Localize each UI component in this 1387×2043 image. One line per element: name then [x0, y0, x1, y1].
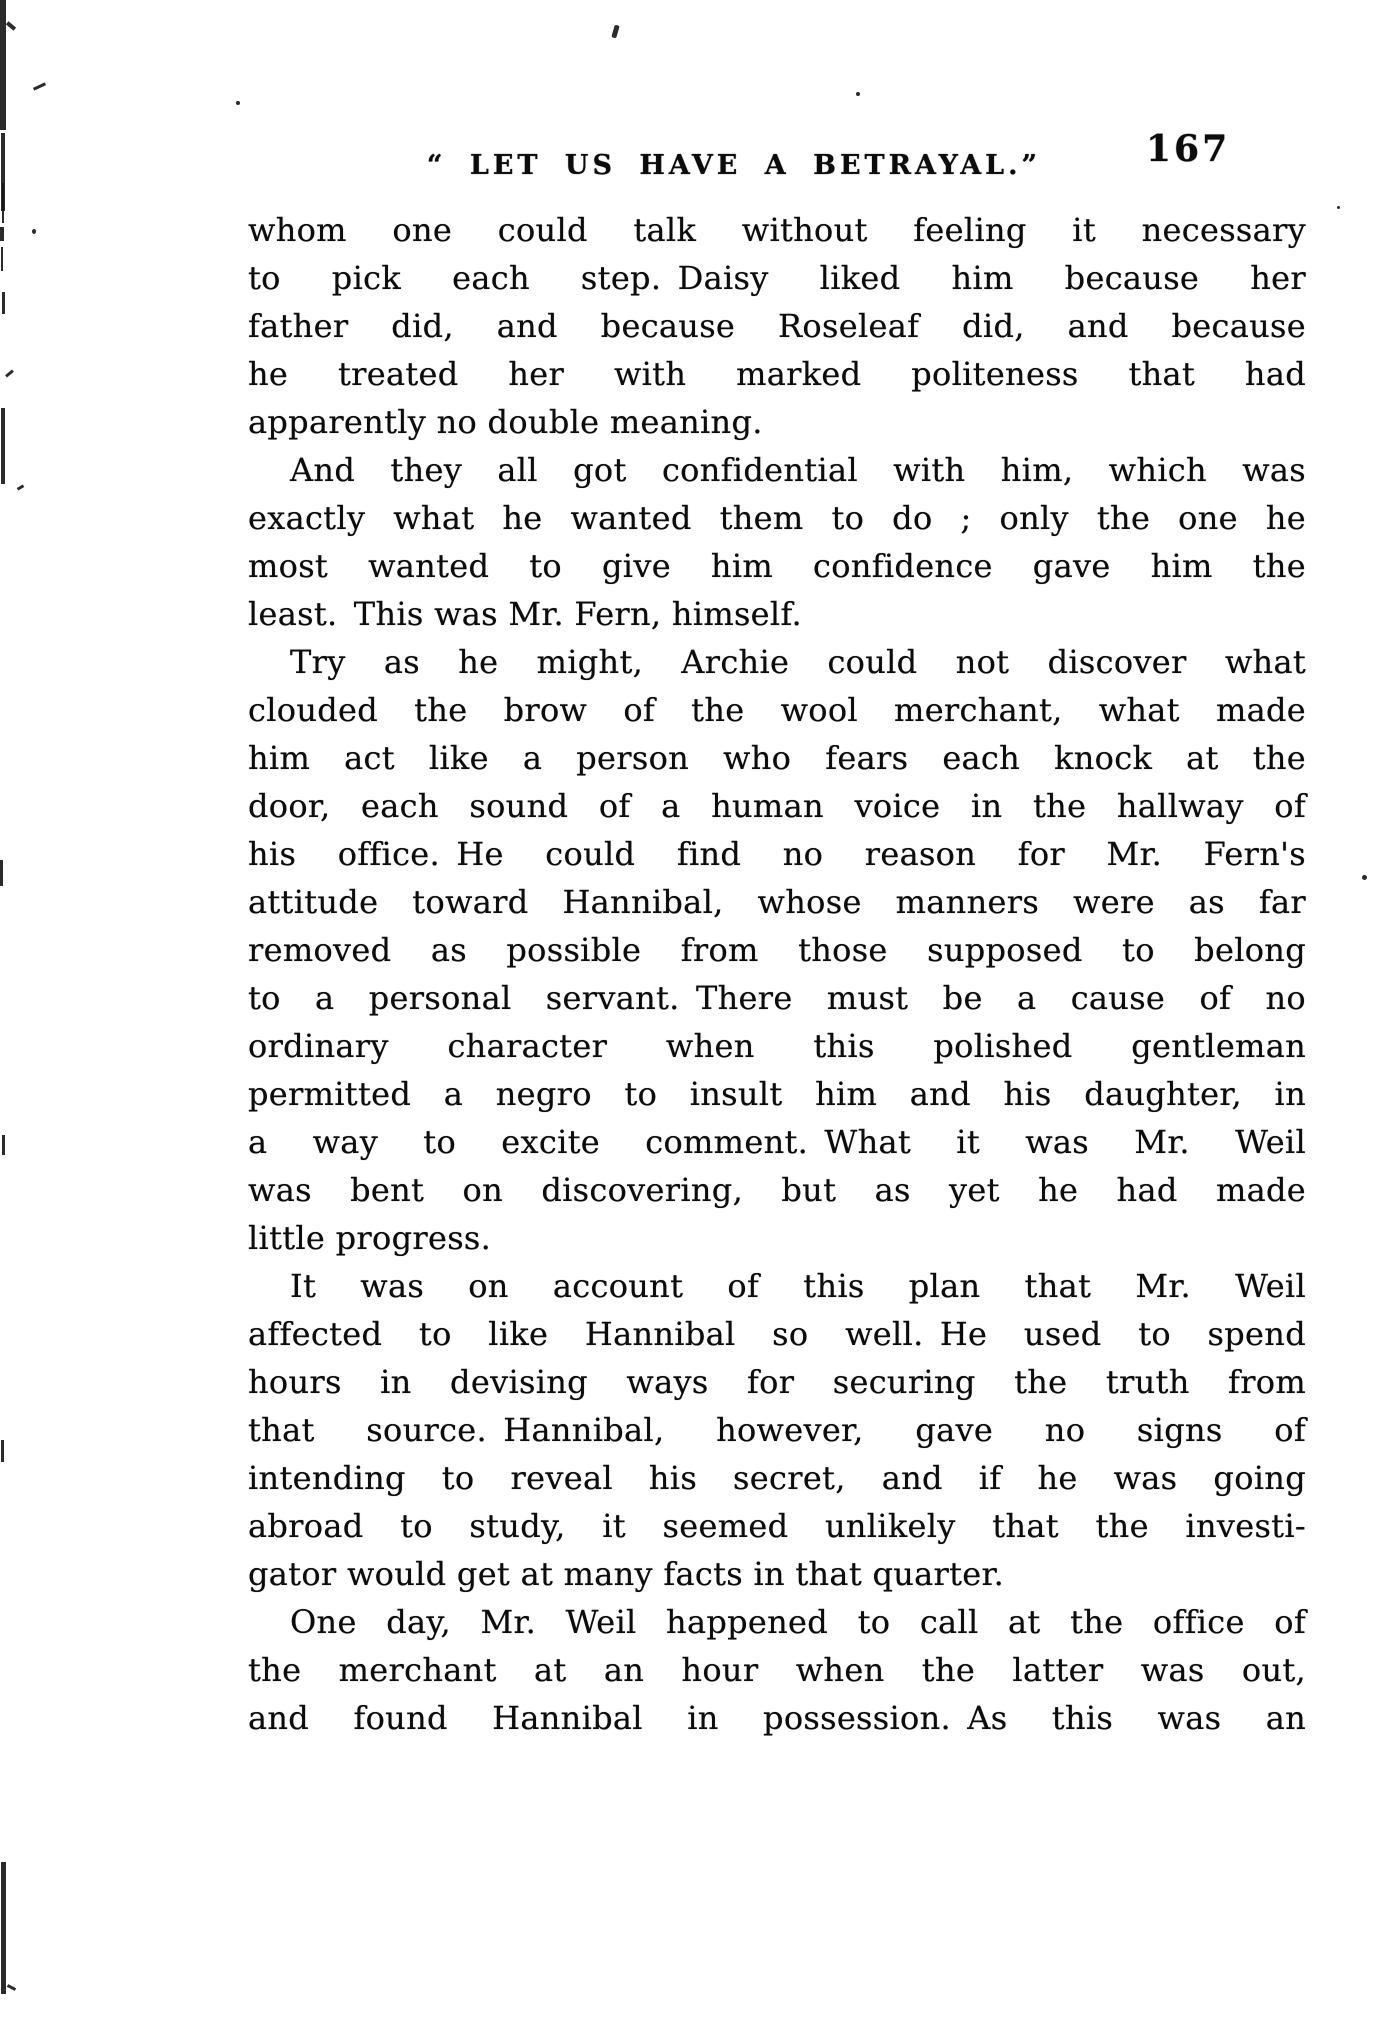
text-line: was bent on discovering, but as yet he had made: [248, 1171, 1306, 1209]
scan-artifact: [236, 101, 240, 105]
text-line: hours in devising ways for securing the truth from: [248, 1363, 1306, 1401]
scan-artifact: [33, 82, 46, 90]
text-line: gator would get at many facts in that quarter.: [248, 1555, 1005, 1593]
text-line: abroad to study, it seemed unlikely that the investi-: [248, 1507, 1306, 1545]
text-line: and found Hannibal in possession. As this was an: [248, 1699, 1306, 1737]
text-line: least. This was Mr. Fern, himself.: [248, 595, 802, 633]
text-line: his office. He could find no reason for Mr. Fern's: [248, 835, 1306, 873]
page-body: [248, 206, 1306, 1742]
text-line: father did, and because Roseleaf did, and because: [248, 307, 1306, 345]
scan-artifact: [2, 183, 4, 223]
running-title: “ LET US HAVE A BETRAYAL.”: [426, 150, 1042, 181]
text-line: permitted a negro to insult him and his daughter, in: [248, 1075, 1306, 1113]
text-line: It was on account of this plan that Mr. Weil: [290, 1267, 1306, 1305]
scan-artifact: [1337, 206, 1340, 209]
text-line: attitude toward Hannibal, whose manners were as far: [248, 883, 1306, 921]
scan-artifact: [1, 408, 5, 484]
text-line: apparently no double meaning.: [248, 403, 763, 441]
scan-artifact: [1362, 875, 1367, 880]
scan-artifact: [7, 1984, 16, 1991]
scan-artifact: [0, 0, 6, 130]
text-line: whom one could talk without feeling it necessary: [248, 211, 1306, 249]
text-line: a way to excite comment. What it was Mr. Weil: [248, 1123, 1306, 1161]
paragraph: [248, 206, 1306, 446]
text-line: exactly what he wanted them to do ; only the one he: [248, 499, 1306, 537]
text-line: little progress.: [248, 1219, 492, 1257]
scan-artifact: [32, 229, 36, 234]
text-line: And they all got confidential with him, which was: [290, 451, 1306, 489]
scan-artifact: [611, 25, 619, 39]
text-line: him act like a person who fears each knock at the: [248, 739, 1306, 777]
text-line: intending to reveal his secret, and if he was going: [248, 1459, 1306, 1497]
text-line: clouded the brow of the wool merchant, what made: [248, 691, 1306, 729]
paragraph: [248, 1262, 1306, 1598]
scan-artifact: [6, 21, 16, 30]
page-number: 167: [1146, 128, 1231, 170]
text-line: he treated her with marked politeness that had: [248, 355, 1306, 393]
text-line: removed as possible from those supposed to belong: [248, 931, 1306, 969]
text-line: door, each sound of a human voice in the hallway of: [248, 787, 1306, 825]
text-line: One day, Mr. Weil happened to call at the office of: [290, 1603, 1306, 1641]
scan-artifact: [5, 369, 14, 377]
paragraph: [248, 446, 1306, 638]
text-line: ordinary character when this polished gentleman: [248, 1027, 1306, 1065]
scan-artifact: [17, 484, 25, 490]
scan-artifact: [2, 292, 5, 314]
text-line: most wanted to give him confidence gave him the: [248, 547, 1306, 585]
scan-artifact: [0, 860, 3, 886]
scan-artifact: [1, 1862, 6, 1994]
text-line: to a personal servant. There must be a cause of no: [248, 979, 1306, 1017]
text-line: to pick each step. Daisy liked him because her: [248, 259, 1306, 297]
paragraph: [248, 638, 1306, 1262]
text-line: Try as he might, Archie could not discover what: [290, 643, 1306, 681]
text-line: affected to like Hannibal so well. He used to spend: [248, 1315, 1306, 1353]
text-line: that source. Hannibal, however, gave no signs of: [248, 1411, 1306, 1449]
paragraph: [248, 1598, 1306, 1742]
scan-artifact: [856, 92, 860, 96]
scan-artifact: [1, 247, 3, 271]
scan-artifact: [0, 227, 4, 241]
text-line: the merchant at an hour when the latter was out,: [248, 1651, 1306, 1689]
scan-artifact: [1, 1440, 4, 1462]
scan-artifact: [2, 1135, 5, 1155]
